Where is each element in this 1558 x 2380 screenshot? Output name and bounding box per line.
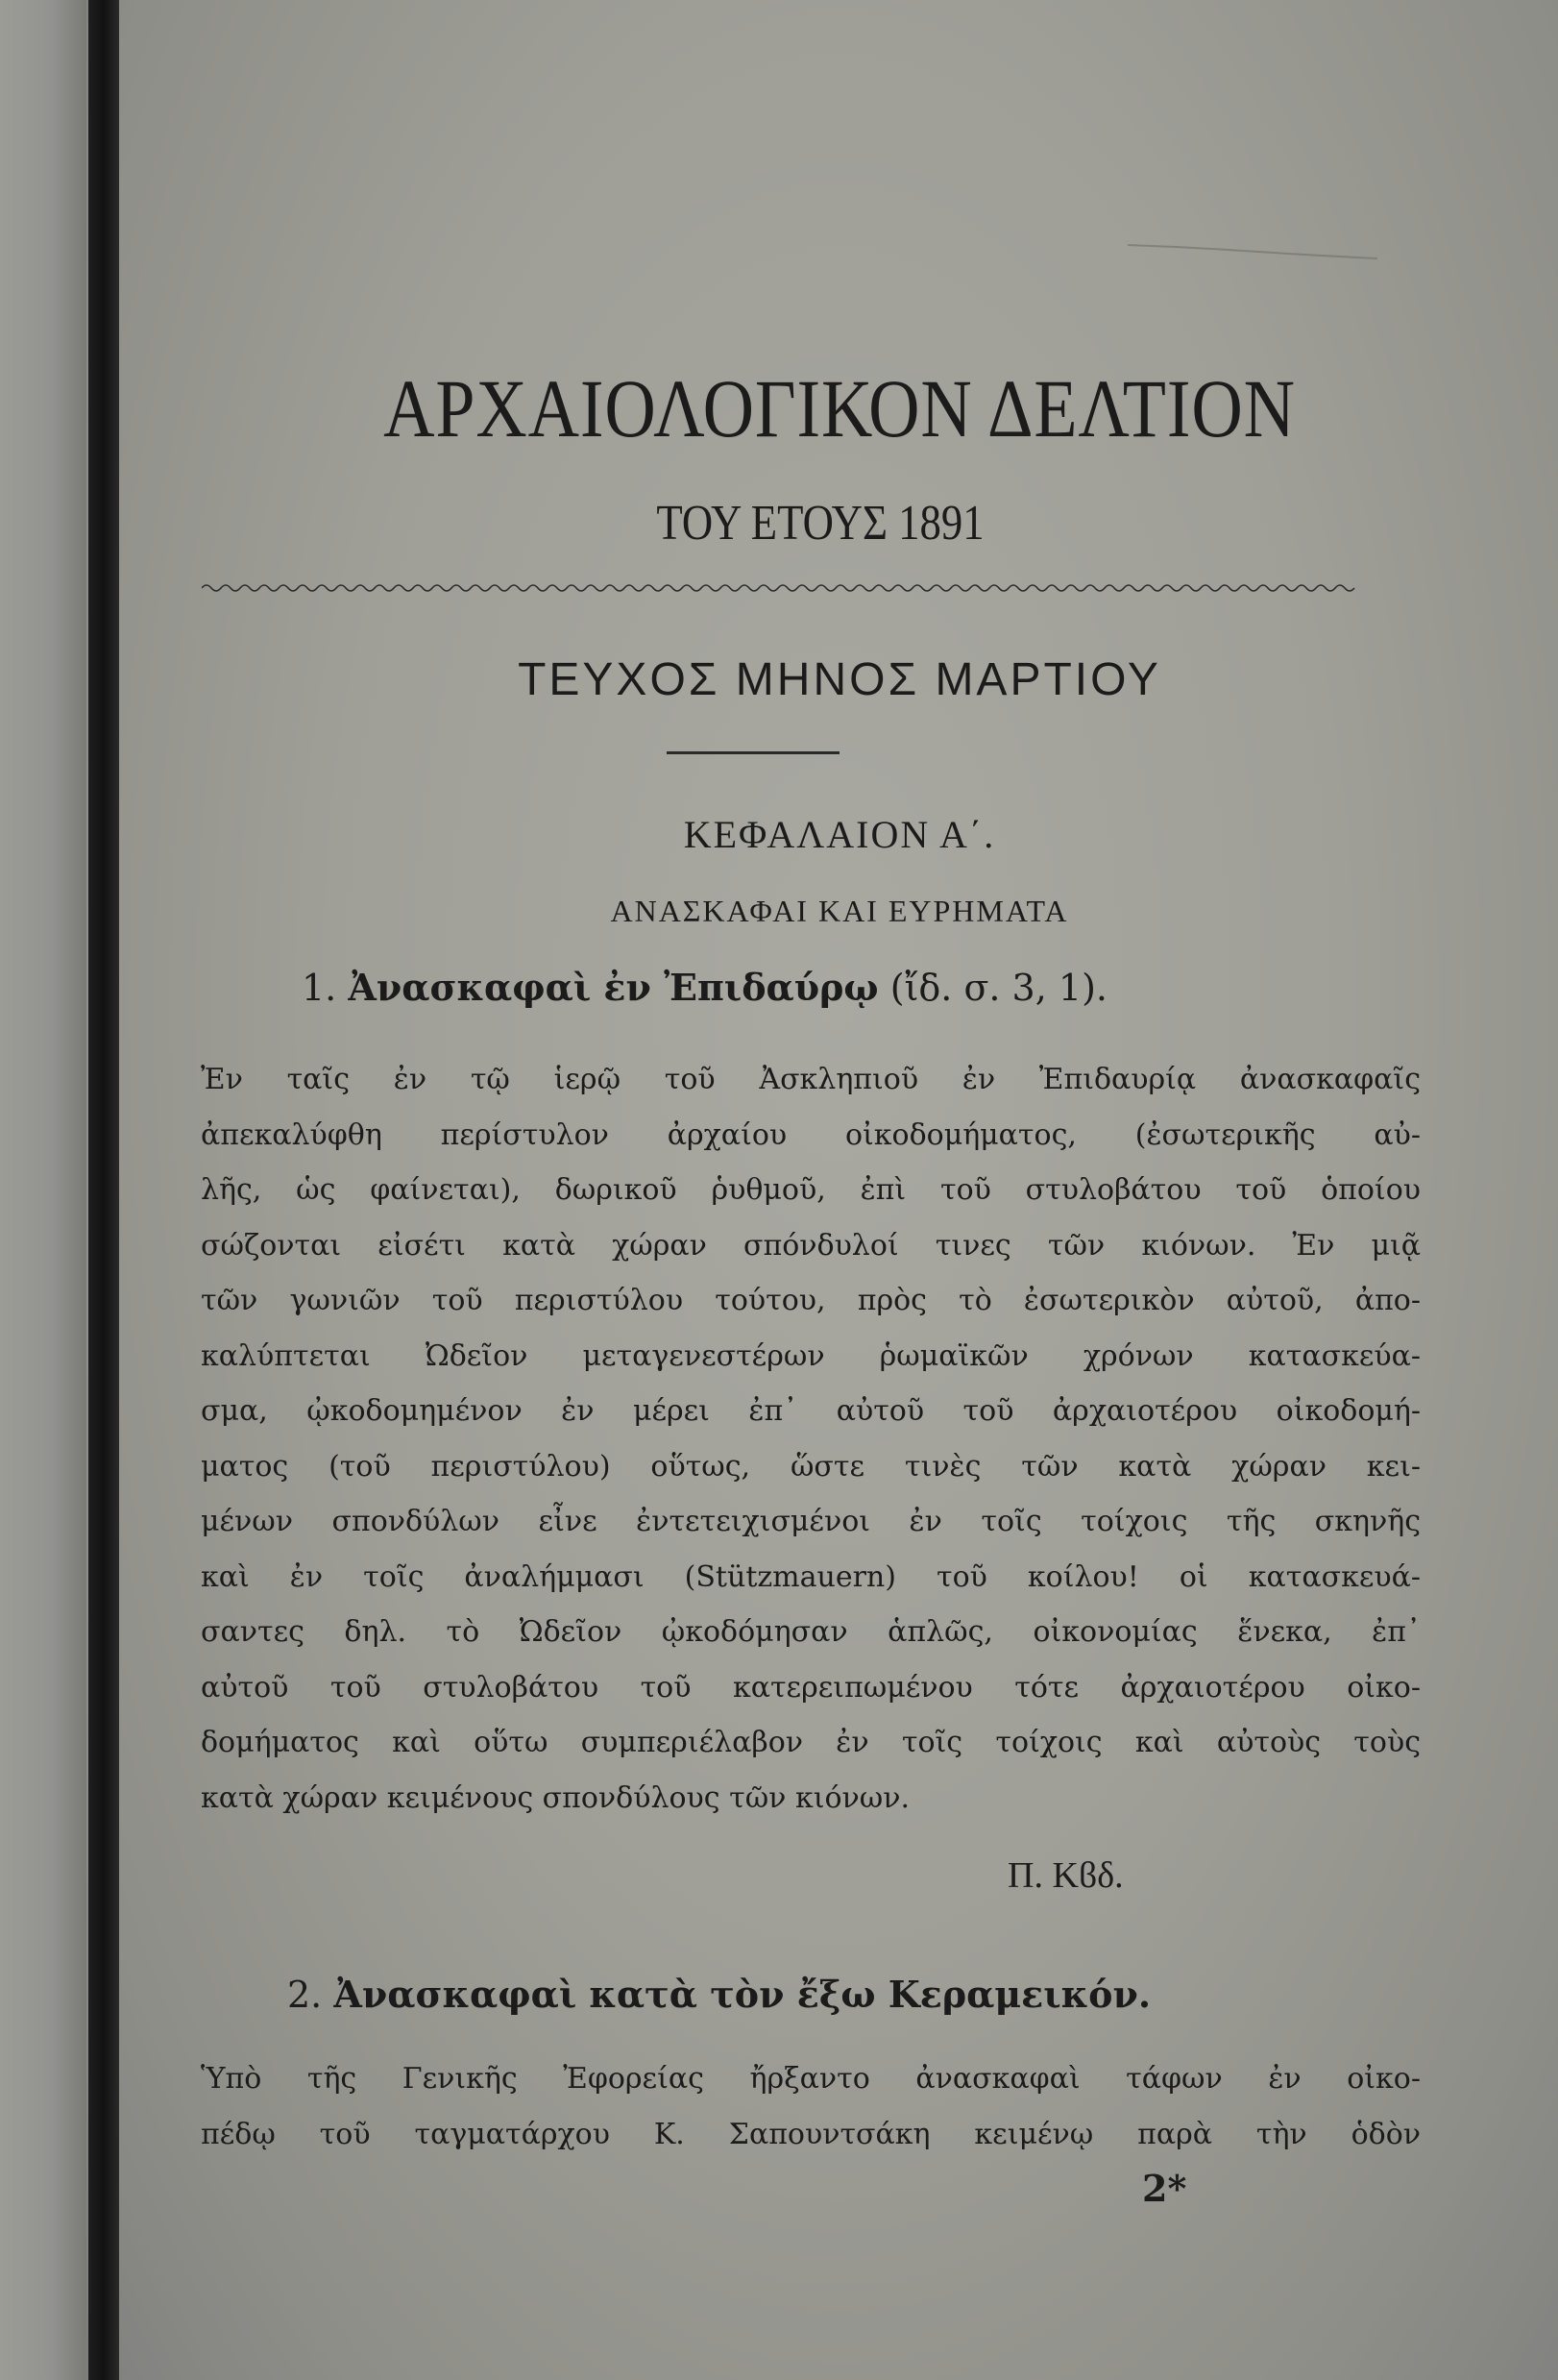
text-line: καλύπτεται Ὠδεῖον μεταγενεστέρων ῥωμαϊκῶν χρόνων κατασκεύα-	[201, 1338, 1421, 1373]
journal-year: ΤΟΥ ΕΤΟΥΣ 1891	[656, 496, 985, 551]
journal-title: ΑΡΧΑΙΟΛΟΓΙΚΟΝ ΔΕΛΤΙΟΝ	[383, 362, 1296, 454]
text-line: πέδῳ τοῦ ταγματάρχου Κ. Σαπουντσάκη κειμένῳ παρὰ τὴν ὁδὸν	[201, 2117, 1421, 2151]
signature-mark: 2*	[1142, 2167, 1187, 2210]
section-2-title: Ἀνασκαφαὶ κατὰ τὸν ἔξω Κεραμεικόν.	[333, 1973, 1152, 2016]
text-line: μένων σπονδύλων εἶνε ἐντετειχισμένοι ἐν τοῖς τοίχοις τῆς σκηνῆς	[201, 1505, 1421, 1538]
chapter-title: ΚΕΦΑΛΑΙΟΝ Α΄.	[683, 813, 996, 856]
section-2-paragraph	[201, 2051, 1421, 2162]
text-line: ἀπεκαλύφθη περίστυλον ἀρχαίου οἰκοδομήματος, (ἐσωτερικῆς αὐ-	[201, 1117, 1421, 1152]
short-divider	[667, 751, 840, 754]
text-line: Ἐν ταῖς ἐν τῷ ἱερῷ τοῦ Ἀσκληπιοῦ ἐν Ἐπιδαυρίᾳ ἀνασκαφαῖς	[201, 1063, 1421, 1096]
pencil-smudge	[1128, 226, 1377, 264]
section-2-number: 2.	[287, 1974, 323, 2016]
issue-heading: ΤΕΥΧΟΣ ΜΗΝΟΣ ΜΑΡΤΙΟΥ	[518, 654, 1161, 705]
text-line: αὐτοῦ τοῦ στυλοβάτου τοῦ κατερειπωμένου τότε ἀρχαιοτέρου οἰκο-	[201, 1670, 1421, 1705]
wavy-rule	[202, 580, 1393, 596]
text-line: Ὑπὸ τῆς Γενικῆς Ἐφορείας ἤρξαντο ἀνασκαφαὶ τάφων ἐν οἰκο-	[201, 2062, 1421, 2096]
text-line: σμα, ᾠκοδομημένον ἐν μέρει ἐπ᾽ αὐτοῦ τοῦ ἀρχαιοτέρου οἰκοδομή-	[201, 1394, 1421, 1428]
author-signature: Π. Κϐδ.	[1008, 1855, 1124, 1896]
text-line: λῆς, ὡς φαίνεται), δωρικοῦ ῥυθμοῦ, ἐπὶ τοῦ στυλοβάτου τοῦ ὁποίου	[201, 1173, 1421, 1207]
text-line: καὶ ἐν τοῖς ἀναλήμμασι (Stützmauern) τοῦ κοίλου! οἱ κατασκευά-	[201, 1559, 1421, 1594]
facing-page-margin	[0, 0, 86, 2380]
section-1-reference: (ἴδ. σ. 3, 1).	[889, 967, 1108, 1009]
section-1-title: Ἀνασκαφαὶ ἐν Ἐπιδαύρῳ	[348, 966, 879, 1009]
text-line: σαντες δηλ. τὸ Ὠδεῖον ᾠκοδόμησαν ἁπλῶς, οἰκονομίας ἕνεκα, ἐπ᾽	[201, 1615, 1421, 1649]
page-sheet	[119, 0, 1558, 2380]
section-2-heading	[287, 1973, 1151, 2016]
text-line: δομήματος καὶ οὕτω συμπεριέλαβον ἐν τοῖς τοίχοις καὶ αὐτοὺς τοὺς	[201, 1726, 1421, 1759]
book-binding-edge	[88, 0, 119, 2380]
text-line: κατὰ χώραν κειμένους σπονδύλους τῶν κιόνων.	[201, 1780, 911, 1815]
text-line: ματος (τοῦ περιστύλου) οὕτως, ὥστε τινὲς τῶν κατὰ χώραν κει-	[201, 1449, 1421, 1484]
section-1-heading	[302, 966, 1108, 1009]
section-1-number: 1.	[302, 967, 337, 1009]
text-line: σώζονται εἰσέτι κατὰ χώραν σπόνδυλοί τινες τῶν κιόνων. Ἐν μιᾷ	[201, 1228, 1421, 1263]
section-1-paragraph	[201, 1052, 1421, 1826]
text-line: τῶν γωνιῶν τοῦ περιστύλου τούτου, πρὸς τὸ ἐσωτερικὸν αὐτοῦ, ἀπο-	[201, 1284, 1421, 1317]
chapter-subtitle: ΑΝΑΣΚΑΦΑΙ ΚΑΙ ΕΥΡΗΜΑΤΑ	[610, 894, 1069, 928]
